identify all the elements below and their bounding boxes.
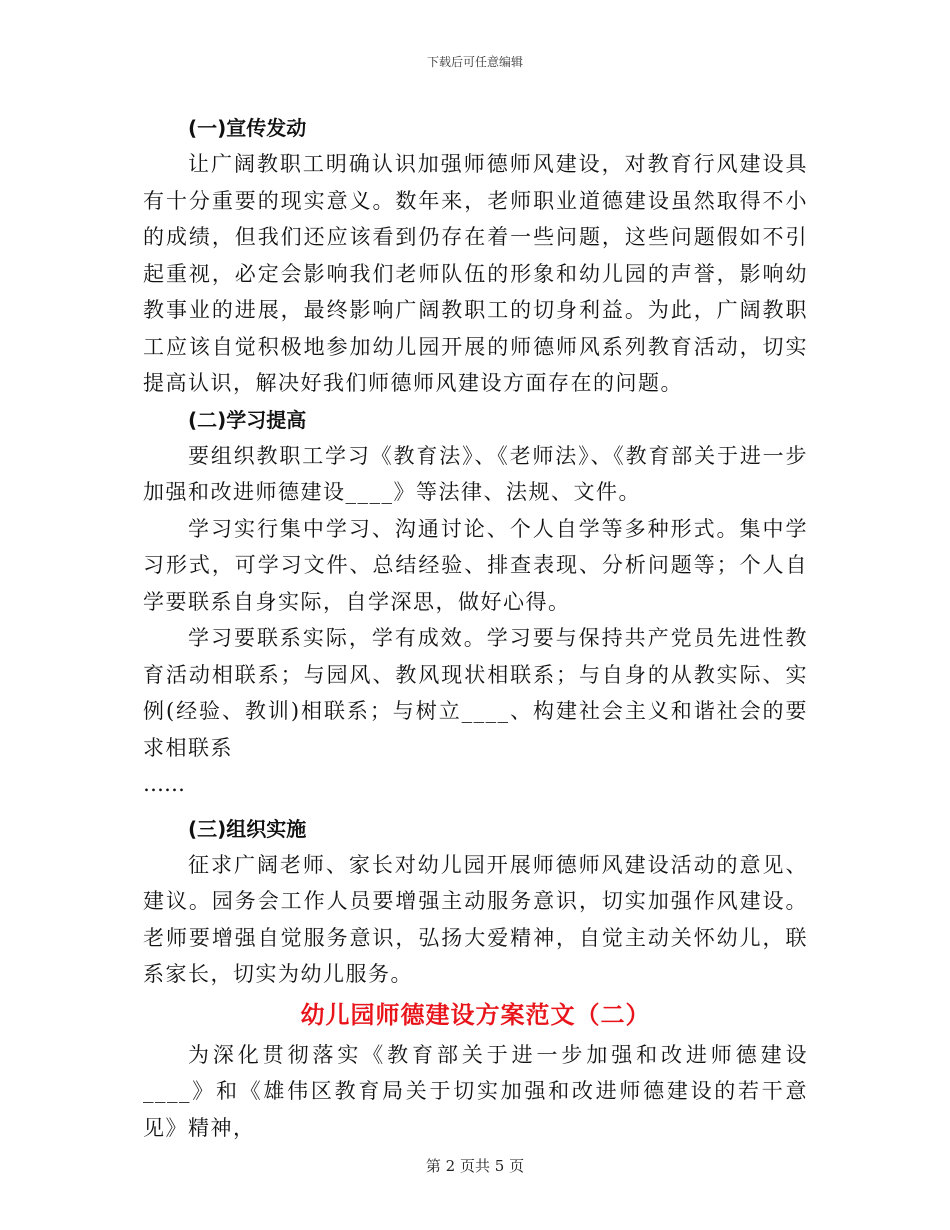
paragraph: 征求广阔老师、家长对幼儿园开展师德师风建设活动的意见、建议。园务会工作人员要增强主动服务意识，切实加强作风建设。老师要增强自觉服务意识，弘扬大爱精神，自觉主动关怀幼儿，联系家长，切实为幼儿服务。 (143, 852, 808, 986)
section-heading-study: (二)学习提高 (188, 407, 307, 432)
document-body (143, 110, 808, 1146)
document-section-title: 幼儿园师德建设方案范文（二） (300, 999, 651, 1029)
section-heading-implementation: (三)组织实施 (188, 816, 307, 841)
paragraph: 要组织教职工学习《教育法》、《老师法》、《教育部关于进一步加强和改进师德建设____》等法律、法规、文件。 (143, 443, 808, 504)
paragraph: 学习要联系实际，学有成效。学习要与保持共产党员先进性教育活动相联系；与园风、教风现状相联系；与自身的从教实际、实例(经验、教训)相联系；与树立____、构建社会主义和谐社会的要求相联系 (143, 626, 808, 760)
ellipsis: …… (143, 772, 185, 796)
section-heading-publicity: (一)宣传发动 (188, 116, 307, 140)
page-header: 下载后可任意编辑 (426, 55, 523, 69)
paragraph: 学习实行集中学习、沟通讨论、个人自学等多种形式。集中学习形式，可学习文件、总结经验、排查表现、分析问题等；个人自学要联系自身实际，自学深思，做好心得。 (143, 516, 808, 614)
paragraph: 为深化贯彻落实《教育部关于进一步加强和改进师德建设____》和《雄伟区教育局关于切实加强和改进师德建设的若干意见》精神， (143, 1042, 808, 1140)
page-footer: 第 2 页共 5 页 (425, 1157, 525, 1175)
paragraph: 让广阔教职工明确认识加强师德师风建设，对教育行风建设具有十分重要的现实意义。数年来，老师职业道德建设虽然取得不小的成绩，但我们还应该看到仍存在着一些问题，这些问题假如不引起重视，必定会影响我们老师队伍的形象和幼儿园的声誉，影响幼教事业的进展，最终影响广阔教职工的切身利益。为此，广阔教职工应该自觉积极地参加幼儿园开展的师德师风系列教育活动，切实提高认识，解决好我们师德师风建设方面存在的问题。 (143, 152, 808, 395)
